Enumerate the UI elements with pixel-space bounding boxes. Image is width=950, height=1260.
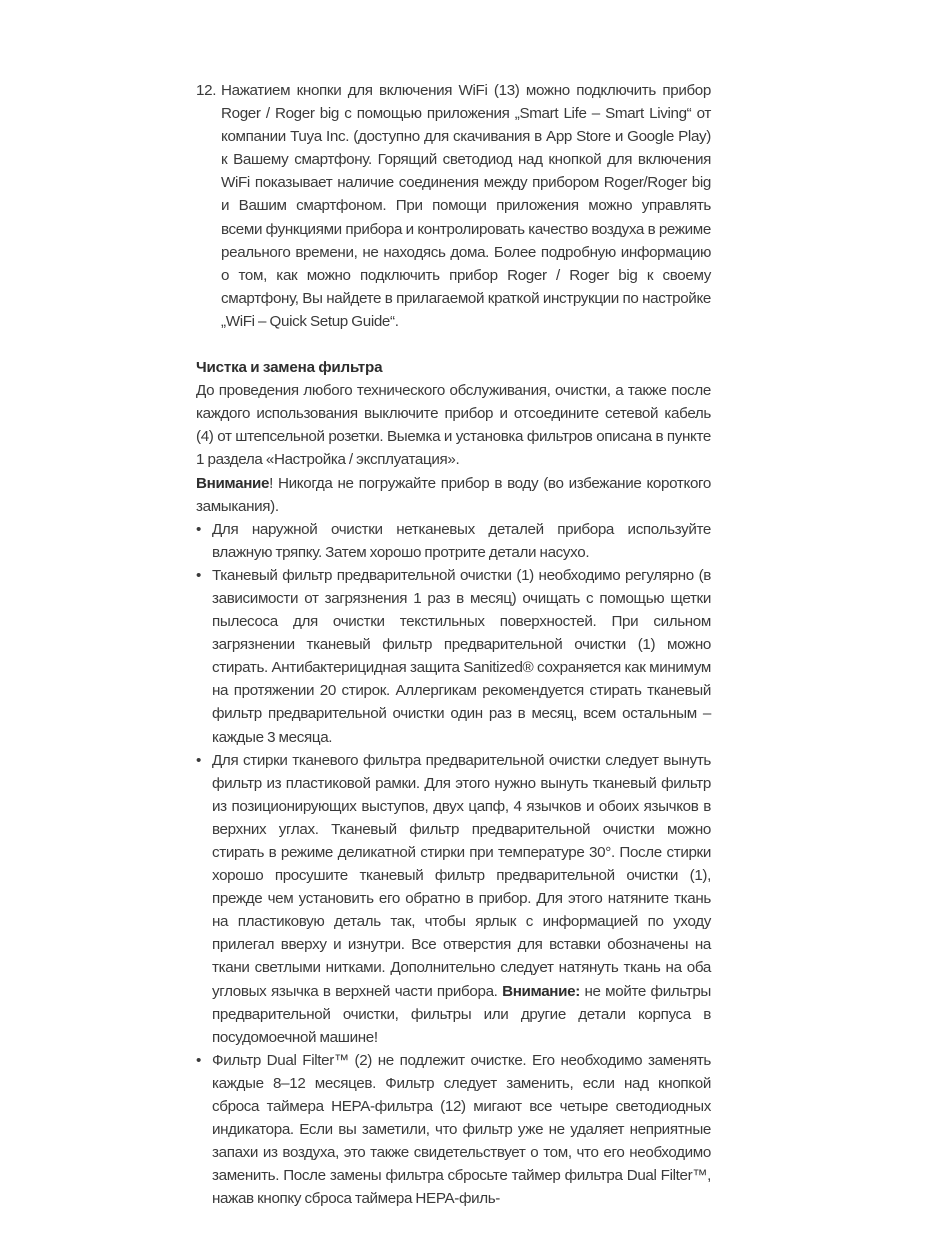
section-heading: Чистка и замена фильтра xyxy=(196,359,383,377)
bullet-marker: • xyxy=(196,1051,201,1069)
item-text: Нажатием кнопки для включения WiFi (13) можно подключить прибор Roger / Roger big с помощью приложения „Smart Life – Smart Living“ от компании Tuya Inc. (доступно для скачивания в App Store и Google Play) к Вашему смартфону. Горящий светодиод над кнопкой для включения WiFi показывает наличие соединения между прибором Roger/Roger big и Вашим смартфоном. При помощи приложения можно управлять всеми функциями прибора и контролировать качество воздуха в режиме реального времени, не находясь дома. Более подробную информацию о том, как можно подключить прибор Roger / Roger big к своему смартфону, Вы найдете в прилагаемой краткой инструкции по настройке „WiFi – Quick Setup Guide“. xyxy=(221,82,711,330)
bullet-text: Для наружной очистки нетканевых деталей прибора используйте влажную тряпку. Затем хорошо протрите детали насухо. xyxy=(212,520,711,561)
bullet-marker: • xyxy=(196,520,201,538)
list-item xyxy=(196,749,711,1049)
inline-warning-text: не мойте фильтры предварительной очистки, фильтры или другие детали корпуса в посудомоечной машине! xyxy=(212,982,711,1046)
list-item xyxy=(196,1049,711,1211)
warning-text: ! Никогда не погружайте прибор в воду (во избежание короткого замыкания). xyxy=(196,474,711,515)
item-number: 12. xyxy=(196,82,217,99)
list-item-12 xyxy=(196,79,711,333)
list-item xyxy=(196,564,711,749)
intro-paragraph xyxy=(196,379,711,471)
bullet-text: Для стирки тканевого фильтра предварительной очистки следует вынуть фильтр из пластиковой рамки. Для этого нужно вынуть тканевый фильтр из позиционирующих выступов, двух цапф, 4 язычков и обоих язычков в верхних углах. Тканевый фильтр предварительной очистки можно стирать в режиме деликатной стирки при температуре 30°. После стирки хорошо просушите тканевый фильтр предварительной очистки (1), прежде чем установить его обратно в прибор. Для этого натяните ткань на пластиковую деталь так, чтобы ярлык с информацией по уходу прилегал вверху и изнутри. Все отверстия для вставки обозначены на ткани светлыми нитками. Дополнительно следует натянуть ткань на оба угловых язычка в верхней части прибора. xyxy=(212,751,711,1000)
bullet-marker: • xyxy=(196,751,201,769)
bullet-text: Фильтр Dual Filter™ (2) не подлежит очистке. Его необходимо заменять каждые 8–12 месяцев. Фильтр следует заменить, если над кнопкой сброса таймера HEPA-фильтра (12) мигают все четыре светодиодных индикатора. Если вы заметили, что фильтр уже не удаляет неприятные запахи из воздуха, это также свидетельствует о том, что его необходимо заменить. После замены фильтра сбросьте таймер фильтра Dual Filter™, нажав кнопку сброса таймера HEPA-филь- xyxy=(212,1051,711,1208)
warning-paragraph xyxy=(196,472,711,518)
intro-text: До проведения любого технического обслуживания, очистки, а также после каждого использования выключите прибор и отсоедините сетевой кабель (4) от штепсельной розетки. Выемка и установка фильтров описана в пункте 1 раздела «Настройка / эксплуатация». xyxy=(196,382,711,469)
bullet-list xyxy=(196,518,711,1211)
warning-label: Внимание xyxy=(196,474,270,492)
bullet-text: Тканевый фильтр предварительной очистки (1) необходимо регулярно (в зависимости от загрязнения 1 раз в месяц) очищать с помощью щетки пылесоса для очистки текстильных поверхностей. При сильном загрязнении тканевый фильтр предварительной очистки (1) можно стирать. Антибактерицидная защита Sanitized® сохраняется как минимум на протяжении 20 стирок. Аллергикам рекомендуется стирать тканевый фильтр предварительной очистки один раз в месяц, всем остальным – каждые 3 месяца. xyxy=(212,566,711,746)
manual-page xyxy=(196,79,711,1211)
filter-cleaning-section xyxy=(196,356,711,1210)
list-item xyxy=(196,518,711,564)
inline-warning-label: Внимание: xyxy=(502,982,580,1000)
bullet-marker: • xyxy=(196,566,201,584)
